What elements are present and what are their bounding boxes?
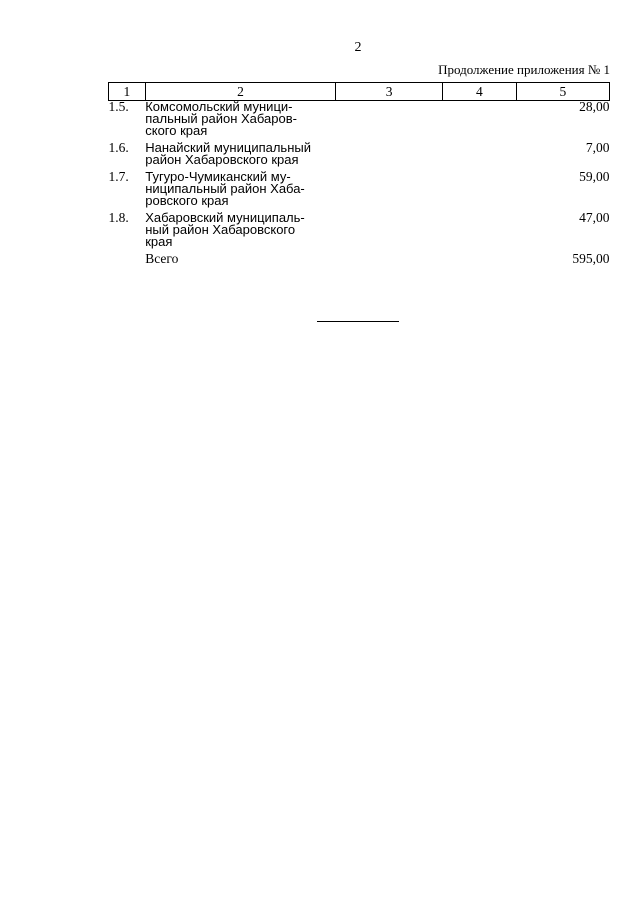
table-row	[109, 171, 610, 212]
column-header: 3	[336, 83, 442, 101]
table-row	[109, 142, 610, 171]
district-name	[145, 142, 336, 171]
district-name	[145, 171, 336, 212]
appendix-table	[108, 82, 610, 270]
cell-col4	[442, 212, 516, 253]
cell-col3	[336, 142, 442, 171]
column-header: 1	[109, 83, 146, 101]
district-name-line: ниципальный район Хаба-	[145, 181, 305, 196]
row-value: 59,00	[579, 169, 610, 184]
cell-col3	[336, 171, 442, 212]
row-value: 7,00	[585, 140, 610, 155]
district-name-line: края	[145, 234, 173, 249]
table-row	[109, 212, 610, 253]
district-name-line: пальный район Хабаров-	[145, 111, 297, 126]
district-name-line: Нанайский муниципальный	[145, 140, 311, 155]
column-header: 4	[442, 83, 516, 101]
row-number: 1.7.	[108, 169, 129, 184]
row-number: 1.6.	[108, 140, 129, 155]
district-name-line: Тугуро-Чумиканский му-	[145, 169, 291, 184]
row-value: 47,00	[579, 210, 610, 225]
row-number: 1.8.	[108, 210, 129, 225]
cell-col3	[336, 253, 442, 270]
cell-col4	[442, 171, 516, 212]
table-row	[109, 101, 610, 143]
district-name-line: Комсомольский муници-	[145, 99, 293, 114]
row-value: 28,00	[579, 99, 610, 114]
page-number: 2	[354, 40, 362, 55]
cell-col4	[442, 253, 516, 270]
district-name-line: ровского края	[145, 193, 229, 208]
cell-col4	[442, 101, 516, 143]
total-row	[109, 253, 610, 270]
total-value: 595,00	[572, 251, 610, 266]
cell-col3	[336, 212, 442, 253]
district-name-line: ского края	[145, 123, 208, 138]
district-name-line: район Хабаровского края	[145, 152, 299, 167]
district-name	[145, 101, 336, 143]
appendix-continuation-label: Продолжение приложения № 1	[438, 62, 610, 77]
column-header: 5	[516, 83, 609, 101]
column-number-row	[109, 83, 610, 101]
column-header: 2	[145, 83, 336, 101]
district-name-line: Хабаровский муниципаль-	[145, 210, 305, 225]
district-name	[145, 212, 336, 253]
total-number-cell	[109, 253, 146, 270]
cell-col3	[336, 101, 442, 143]
end-of-document-rule	[317, 321, 399, 322]
district-name-line: ный район Хабаровского	[145, 222, 296, 237]
total-label: Всего	[145, 251, 179, 266]
row-number: 1.5.	[108, 99, 129, 114]
cell-col4	[442, 142, 516, 171]
